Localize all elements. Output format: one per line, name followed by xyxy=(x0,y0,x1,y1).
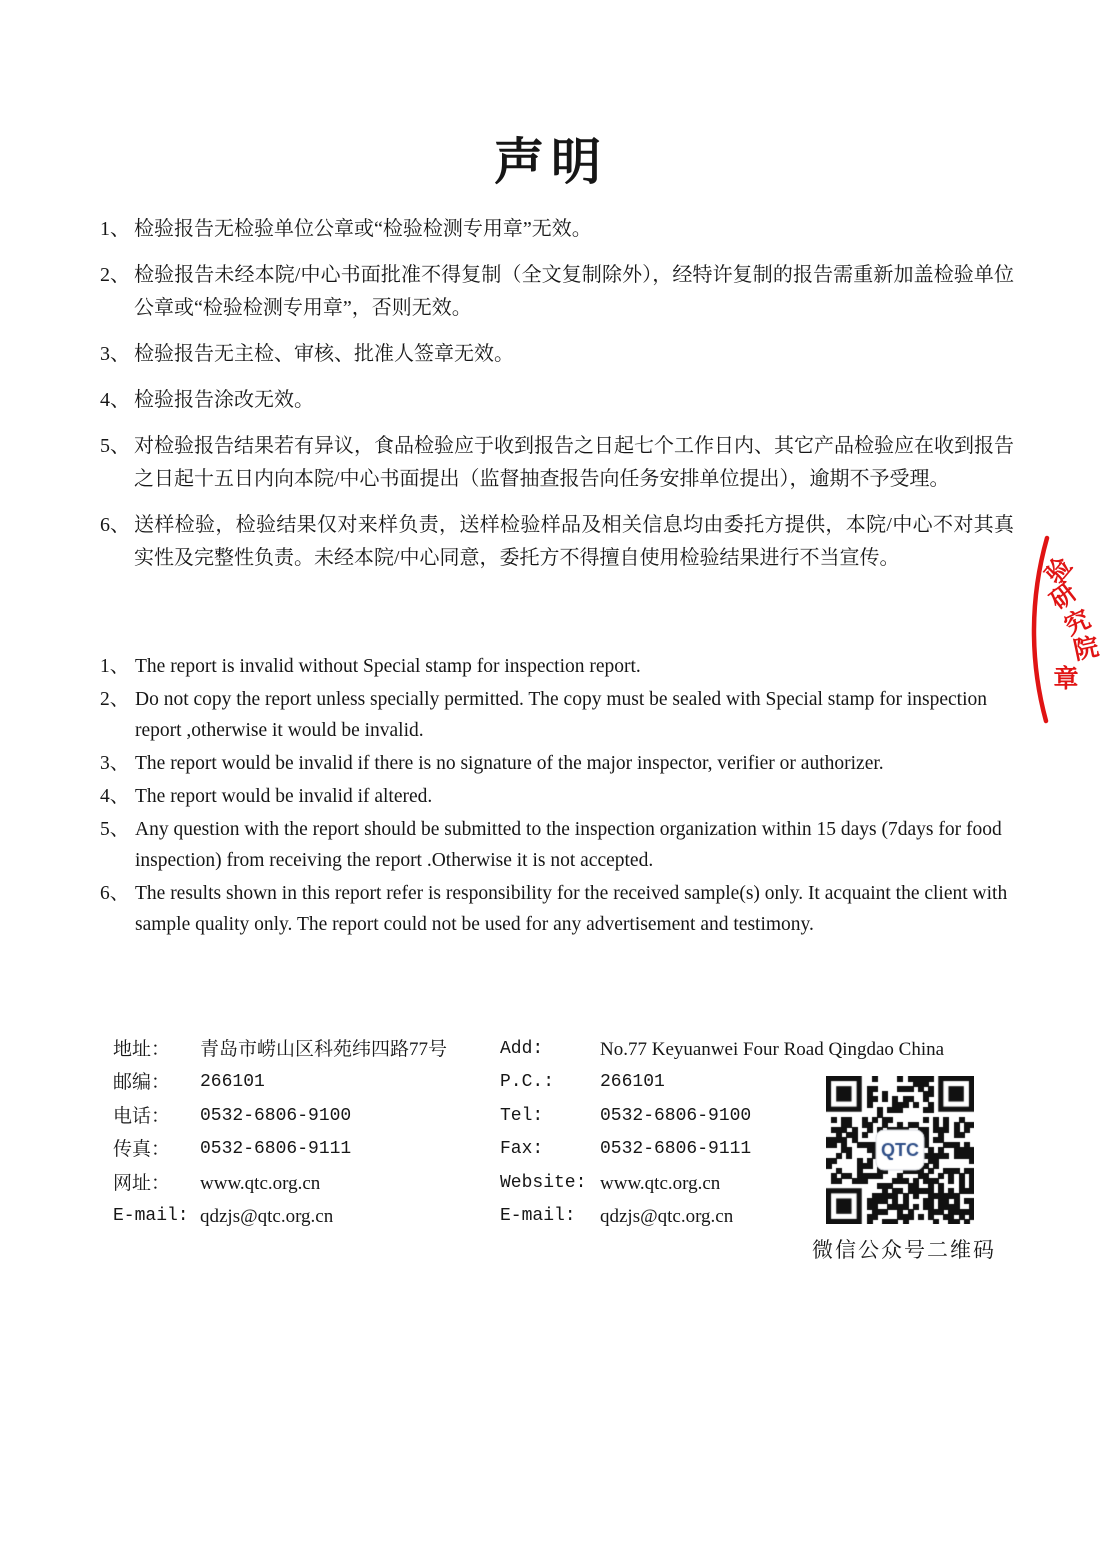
item-text: The report is invalid without Special stamp for inspection report. xyxy=(135,656,641,677)
red-seal-stamp xyxy=(1028,530,1102,730)
item-number: 6、 xyxy=(100,514,130,536)
contact-value: No.77 Keyuanwei Four Road Qingdao China xyxy=(600,1039,945,1060)
contact-value: qdzjs@qtc.org.cn xyxy=(600,1206,734,1228)
item-number: 4、 xyxy=(100,389,130,411)
contact-row-phone xyxy=(113,1100,498,1133)
contact-value: www.qtc.org.cn xyxy=(600,1172,721,1194)
list-item xyxy=(100,814,1016,876)
wechat-qr-block xyxy=(812,1076,996,1264)
item-number: 3、 xyxy=(100,753,130,774)
contact-label: 电话： xyxy=(113,1105,171,1127)
item-text: The report would be invalid if there is no signature of the major inspector, verifier or authorizer. xyxy=(135,753,884,774)
item-number: 4、 xyxy=(100,786,130,807)
qr-code-icon xyxy=(826,1076,974,1224)
item-number: 2、 xyxy=(100,689,130,710)
seal-char: 研 xyxy=(1045,578,1083,616)
contact-label: 邮编： xyxy=(113,1072,171,1094)
list-item xyxy=(100,651,1016,682)
contact-label: E-mail: xyxy=(113,1206,189,1227)
contact-value: 0532-6806-9100 xyxy=(200,1105,352,1126)
list-item xyxy=(100,509,1014,575)
contact-value: 266101 xyxy=(200,1072,265,1093)
contact-label: P.C.: xyxy=(500,1072,555,1093)
contact-value: 青岛市崂山区科苑纬四路77号 xyxy=(200,1039,448,1060)
page-title: 声明 xyxy=(494,134,608,190)
contact-value: www.qtc.org.cn xyxy=(200,1172,321,1194)
contact-row-postcode xyxy=(113,1066,498,1099)
item-text: 检验报告涂改无效。 xyxy=(134,389,314,411)
item-number: 6、 xyxy=(100,883,130,904)
contact-row-fax xyxy=(113,1133,498,1166)
contact-label: 地址： xyxy=(113,1039,171,1060)
contact-row-address xyxy=(500,1033,945,1066)
seal-arc-icon xyxy=(1028,530,1102,730)
contact-label: Fax: xyxy=(500,1139,544,1160)
item-text: 对检验报告结果若有异议，食品检验应于收到报告之日起七个工作日内、其它产品检验应在收到报告之日起十五日内向本院/中心书面提出（监督抽查报告向任务安排单位提出），逾期不予受理。 xyxy=(134,435,1014,490)
contact-block-chinese xyxy=(113,1033,498,1233)
list-item xyxy=(100,430,1014,496)
contact-value: qdzjs@qtc.org.cn xyxy=(200,1206,334,1228)
item-number: 3、 xyxy=(100,343,130,365)
list-item xyxy=(100,213,1014,246)
list-item xyxy=(100,259,1014,325)
list-item xyxy=(100,384,1014,417)
item-text: Any question with the report should be submitted to the inspection organization within 15 days (7days for food inspection) from receiving the report .Otherwise it is not accepted. xyxy=(135,819,1002,871)
item-number: 5、 xyxy=(100,819,130,840)
contact-label: E-mail: xyxy=(500,1206,576,1227)
contact-row-website xyxy=(500,1167,820,1200)
contact-label: Add: xyxy=(500,1039,544,1059)
seal-char: 院 xyxy=(1071,633,1102,666)
item-text: 送样检验，检验结果仅对来样负责，送样检验样品及相关信息均由委托方提供，本院/中心不对其真实性及完整性负责。未经本院/中心同意，委托方不得擅自使用检验结果进行不当宣传。 xyxy=(134,514,1014,569)
seal-char: 验 xyxy=(1040,552,1078,590)
contact-row-address xyxy=(113,1033,498,1066)
contact-row-website xyxy=(113,1167,498,1200)
item-number: 1、 xyxy=(100,656,130,677)
contact-row-fax xyxy=(500,1133,820,1166)
item-number: 5、 xyxy=(100,435,130,457)
contact-label: Website: xyxy=(500,1172,587,1193)
qr-caption: 微信公众号二维码 xyxy=(812,1238,996,1262)
contact-label: 网址： xyxy=(113,1172,171,1194)
english-notice-list xyxy=(100,651,1016,942)
list-item xyxy=(100,878,1016,940)
chinese-notice-list xyxy=(100,213,1014,588)
list-item xyxy=(100,748,1016,779)
item-text: The results shown in this report refer is responsibility for the received sample(s) only. It acquaint the client with sample quality only. The report could not be used for any advertisement and testimony. xyxy=(135,883,1008,935)
contact-value: 0532-6806-9100 xyxy=(600,1105,752,1126)
item-text: Do not copy the report unless specially permitted. The copy must be sealed with Special stamp for inspection report ,otherwise it would be invalid. xyxy=(135,689,988,741)
contact-block-english xyxy=(500,1033,945,1233)
item-text: 检验报告未经本院/中心书面批准不得复制（全文复制除外），经特许复制的报告需重新加盖检验单位公章或“检验检测专用章”，否则无效。 xyxy=(134,264,1014,319)
contact-row-postcode xyxy=(500,1066,820,1099)
contact-row-phone xyxy=(500,1100,820,1133)
contact-value: 266101 xyxy=(600,1072,665,1093)
item-text: 检验报告无检验单位公章或“检验检测专用章”无效。 xyxy=(134,218,592,240)
item-number: 2、 xyxy=(100,264,130,286)
contact-label: Tel: xyxy=(500,1105,544,1126)
contact-value: 0532-6806-9111 xyxy=(200,1139,352,1160)
list-item xyxy=(100,684,1016,746)
contact-value: 0532-6806-9111 xyxy=(600,1139,752,1160)
seal-char: 章 xyxy=(1053,666,1079,693)
seal-char: 究 xyxy=(1060,605,1095,641)
list-item xyxy=(100,781,1016,812)
contact-row-email xyxy=(500,1200,820,1233)
item-number: 1、 xyxy=(100,218,130,240)
contact-row-email xyxy=(113,1200,498,1233)
contact-label: 传真： xyxy=(113,1139,171,1161)
list-item xyxy=(100,338,1014,371)
item-text: 检验报告无主检、审核、批准人签章无效。 xyxy=(134,343,514,365)
item-text: The report would be invalid if altered. xyxy=(135,786,433,807)
